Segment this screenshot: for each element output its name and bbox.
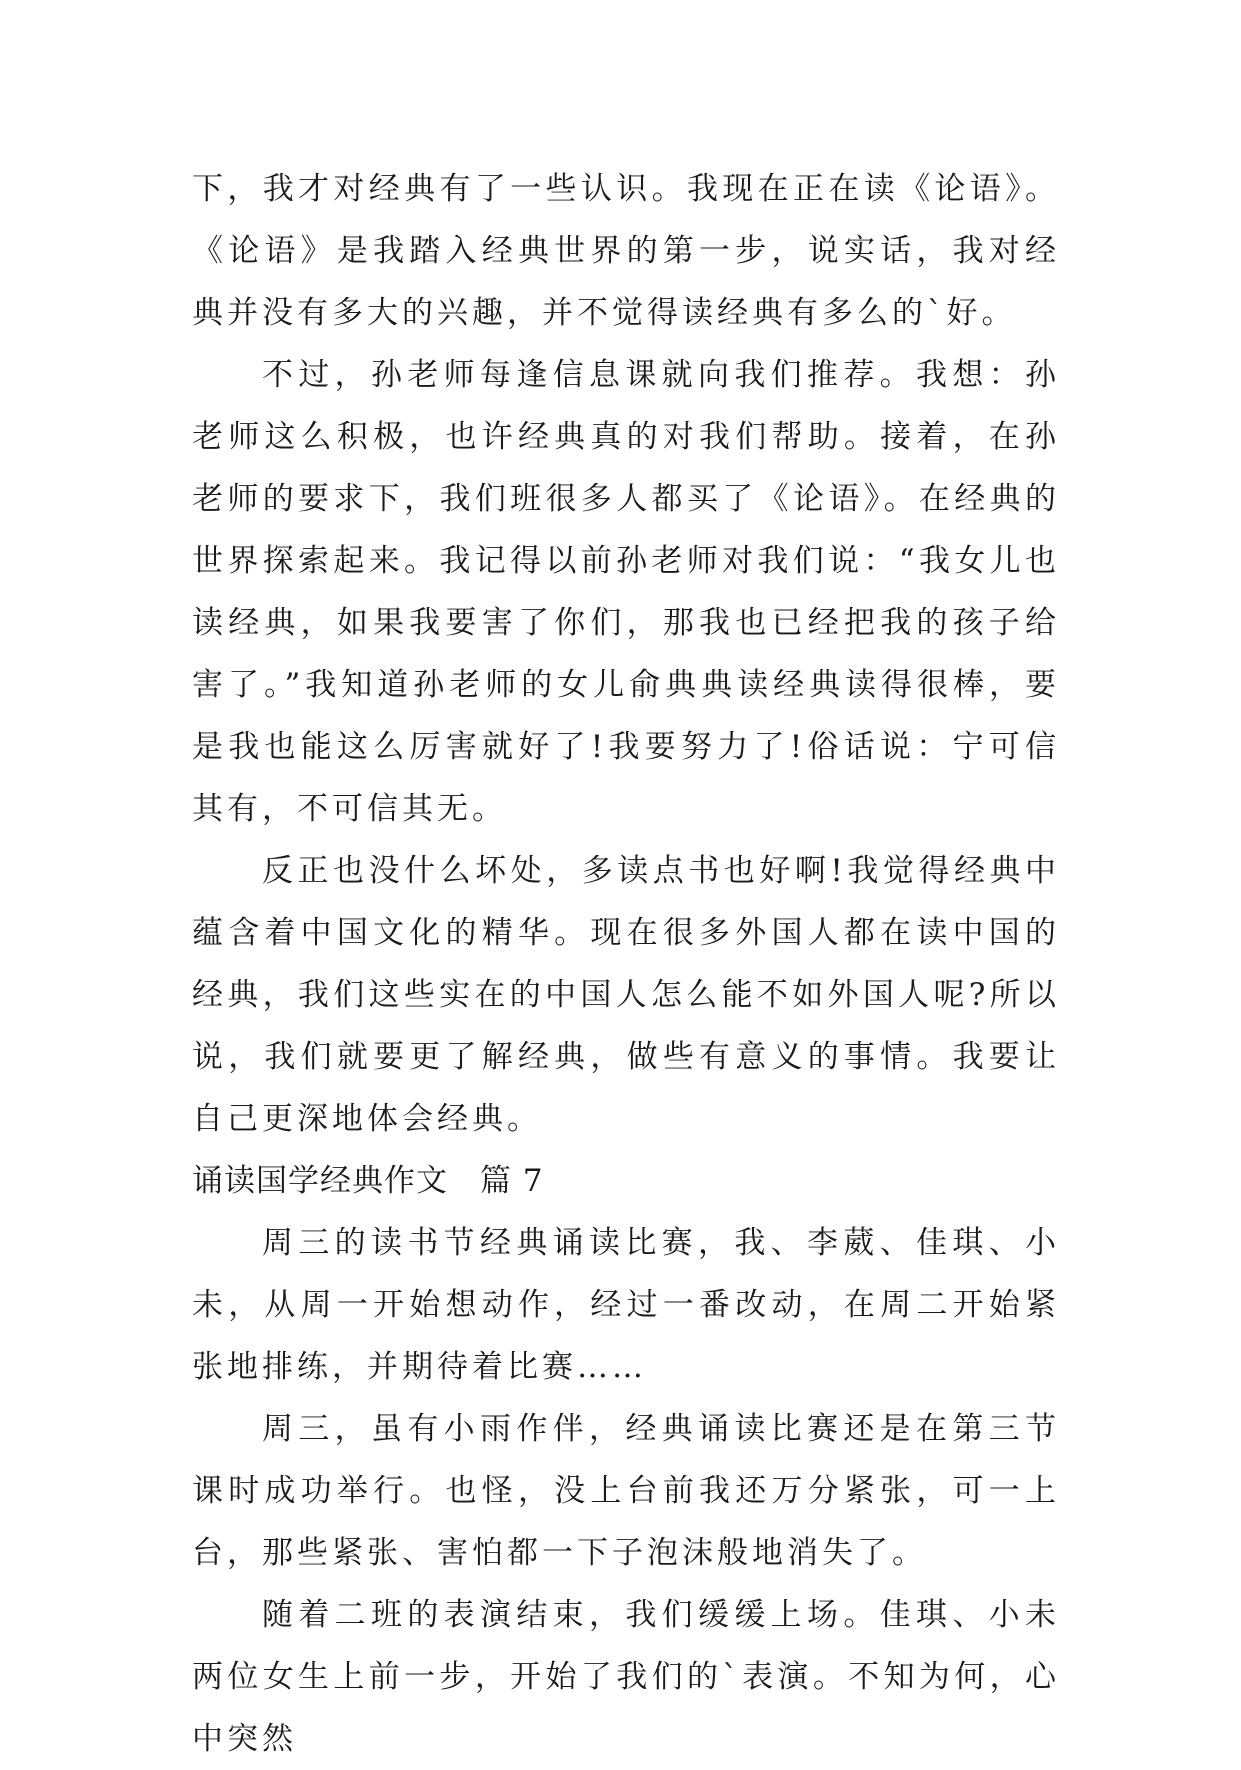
paragraph-1: 下，我才对经典有了一些认识。我现在正在读《论语》。《论语》是我踏入经典世界的第一步，说实话，我对经典并没有多大的兴趣，并不觉得读经典有多么的`好。	[192, 171, 1060, 331]
paragraph-3: 反正也没什么坏处，多读点书也好啊!我觉得经典中蕴含着中国文化的精华。现在很多外国人都在读中国的经典，我们这些实在的中国人怎么能不如外国人呢?所以说，我们就要更了解经典，做些有意义的事情。我要让自己更深地体会经典。	[192, 853, 1060, 1137]
paragraph-6: 随着二班的表演结束，我们缓缓上场。佳琪、小未两位女生上前一步，开始了我们的`表演。不知为何，心中突然	[192, 1597, 1060, 1757]
section-heading: 诵读国学经典作文 篇 7	[192, 1163, 544, 1199]
document-page	[192, 158, 1060, 1770]
paragraph-2: 不过，孙老师每逢信息课就向我们推荐。我想：孙老师这么积极，也许经典真的对我们帮助。接着，在孙老师的要求下，我们班很多人都买了《论语》。在经典的世界探索起来。我记得以前孙老师对我们说：“我女儿也读经典，如果我要害了你们，那我也已经把我的孩子给害了。”我知道孙老师的女儿俞典典读经典读得很棒，要是我也能这么厉害就好了!我要努力了!俗话说：宁可信其有，不可信其无。	[192, 357, 1060, 827]
paragraph-5: 周三，虽有小雨作伴，经典诵读比赛还是在第三节课时成功举行。也怪，没上台前我还万分紧张，可一上台，那些紧张、害怕都一下子泡沫般地消失了。	[192, 1411, 1060, 1571]
paragraph-4: 周三的读书节经典诵读比赛，我、李葳、佳琪、小未，从周一开始想动作，经过一番改动，在周二开始紧张地排练，并期待着比赛……	[192, 1225, 1060, 1385]
